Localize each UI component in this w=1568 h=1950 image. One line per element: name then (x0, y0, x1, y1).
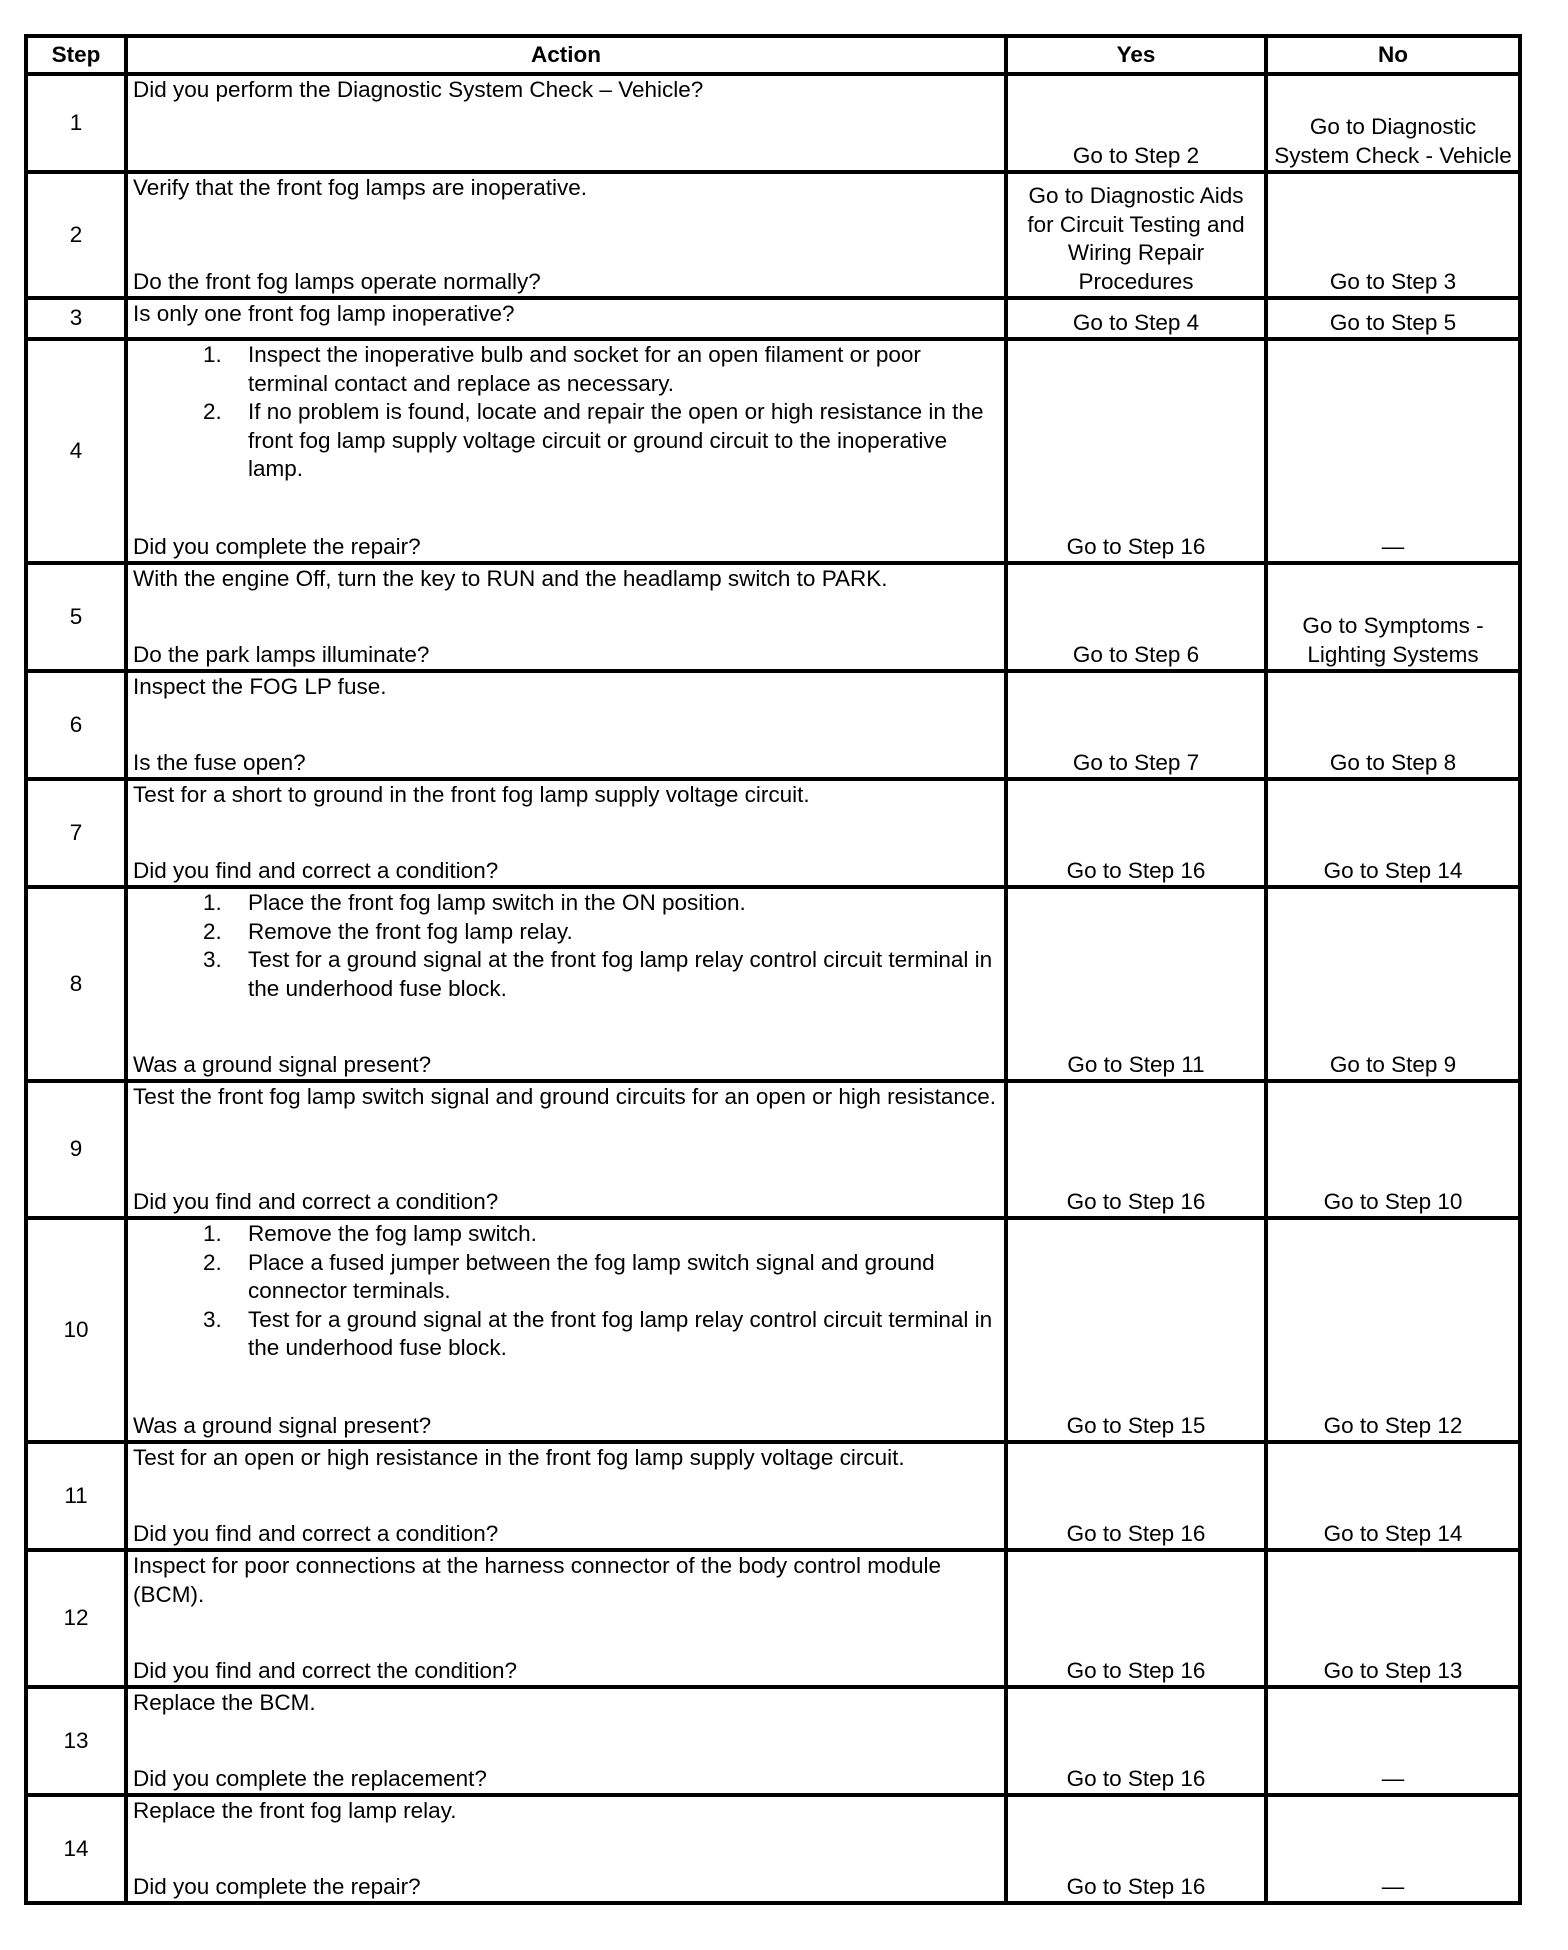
action-cell (126, 887, 1006, 1081)
action-text: Did you perform the Diagnostic System Check – Vehicle? (133, 77, 704, 102)
substep-item: 1. Inspect the inoperative bulb and socket for an open filament or poor terminal contact and replace as necessary. (228, 341, 999, 398)
yes-result: Go to Step 16 (1006, 1687, 1266, 1795)
table-row (26, 1218, 1520, 1442)
action-question: Did you find and correct a condition? (133, 1188, 499, 1214)
no-result: Go to Diagnostic System Check - Vehicle (1266, 74, 1520, 172)
action-cell (126, 172, 1006, 298)
header-action: Action (126, 36, 1006, 74)
substep-item: 1. Place the front fog lamp switch in the ON position. (228, 889, 999, 918)
step-number: 2 (26, 172, 126, 298)
no-result: Go to Step 12 (1266, 1218, 1520, 1442)
action-cell (126, 339, 1006, 563)
step-number: 11 (26, 1442, 126, 1550)
substep-item: 2. Remove the front fog lamp relay. (228, 918, 999, 947)
yes-result: Go to Step 15 (1006, 1218, 1266, 1442)
table-row (26, 1442, 1520, 1550)
no-result: Go to Step 13 (1266, 1550, 1520, 1687)
action-question: Did you complete the repair? (133, 533, 421, 559)
action-cell (126, 779, 1006, 887)
substep-item: 2. If no problem is found, locate and repair the open or high resistance in the front fog lamp supply voltage circuit or ground circuit to the inoperative lamp. (228, 398, 999, 484)
no-result: — (1266, 339, 1520, 563)
table-row (26, 1795, 1520, 1903)
yes-result: Go to Step 16 (1006, 1442, 1266, 1550)
yes-result: Go to Diagnostic Aids for Circuit Testing and Wiring Repair Procedures (1006, 172, 1266, 298)
table-row (26, 339, 1520, 563)
yes-result: Go to Step 2 (1006, 74, 1266, 172)
table-row (26, 1687, 1520, 1795)
action-question: Did you find and correct the condition? (133, 1657, 517, 1683)
action-cell (126, 1687, 1006, 1795)
action-cell (126, 298, 1006, 339)
step-number: 12 (26, 1550, 126, 1687)
action-question: Did you find and correct a condition? (133, 857, 499, 883)
action-text: Test for a short to ground in the front fog lamp supply voltage circuit. (133, 782, 810, 807)
action-text: Replace the front fog lamp relay. (133, 1798, 457, 1823)
no-result: Go to Step 8 (1266, 671, 1520, 779)
action-text: Verify that the front fog lamps are inoperative. (133, 175, 587, 200)
action-cell (126, 74, 1006, 172)
yes-result: Go to Step 16 (1006, 1795, 1266, 1903)
action-question: Do the park lamps illuminate? (133, 641, 430, 667)
substep-list (133, 1220, 999, 1363)
table-row (26, 298, 1520, 339)
no-result: — (1266, 1795, 1520, 1903)
action-cell (126, 1442, 1006, 1550)
step-number: 14 (26, 1795, 126, 1903)
action-question: Did you find and correct a condition? (133, 1520, 499, 1546)
step-number: 3 (26, 298, 126, 339)
step-number: 9 (26, 1081, 126, 1218)
action-text: Inspect the FOG LP fuse. (133, 674, 387, 699)
yes-result: Go to Step 4 (1006, 298, 1266, 339)
action-cell (126, 1795, 1006, 1903)
no-result: Go to Step 9 (1266, 887, 1520, 1081)
yes-result: Go to Step 11 (1006, 887, 1266, 1081)
yes-result: Go to Step 6 (1006, 563, 1266, 671)
yes-result: Go to Step 7 (1006, 671, 1266, 779)
substep-list (133, 341, 999, 484)
step-number: 10 (26, 1218, 126, 1442)
yes-result: Go to Step 16 (1006, 779, 1266, 887)
no-result: Go to Step 3 (1266, 172, 1520, 298)
no-result: Go to Symptoms - Lighting Systems (1266, 563, 1520, 671)
table-row (26, 172, 1520, 298)
step-number: 7 (26, 779, 126, 887)
substep-item: 3. Test for a ground signal at the front fog lamp relay control circuit terminal in the underhood fuse block. (228, 946, 999, 1003)
no-result: — (1266, 1687, 1520, 1795)
step-number: 13 (26, 1687, 126, 1795)
action-cell (126, 563, 1006, 671)
step-number: 4 (26, 339, 126, 563)
substep-item: 3. Test for a ground signal at the front fog lamp relay control circuit terminal in the underhood fuse block. (228, 1306, 999, 1363)
action-question: Did you complete the repair? (133, 1873, 421, 1899)
table-row (26, 671, 1520, 779)
table-row (26, 887, 1520, 1081)
yes-result: Go to Step 16 (1006, 339, 1266, 563)
no-result: Go to Step 14 (1266, 779, 1520, 887)
action-cell (126, 1550, 1006, 1687)
action-question: Did you complete the replacement? (133, 1765, 487, 1791)
action-cell (126, 1081, 1006, 1218)
action-text: Test for an open or high resistance in the front fog lamp supply voltage circuit. (133, 1445, 905, 1470)
action-text: With the engine Off, turn the key to RUN and the headlamp switch to PARK. (133, 566, 888, 591)
no-result: Go to Step 5 (1266, 298, 1520, 339)
action-question: Was a ground signal present? (133, 1051, 432, 1077)
table-row (26, 1550, 1520, 1687)
action-text: Test the front fog lamp switch signal and ground circuits for an open or high resistance. (133, 1084, 996, 1109)
action-text: Inspect for poor connections at the harness connector of the body control module (BCM). (133, 1553, 941, 1607)
table-row (26, 779, 1520, 887)
table-row (26, 1081, 1520, 1218)
step-number: 5 (26, 563, 126, 671)
action-text: Is only one front fog lamp inoperative? (133, 301, 515, 326)
substep-item: 1. Remove the fog lamp switch. (228, 1220, 999, 1249)
step-number: 1 (26, 74, 126, 172)
substep-item: 2. Place a fused jumper between the fog lamp switch signal and ground connector terminals. (228, 1249, 999, 1306)
header-yes: Yes (1006, 36, 1266, 74)
no-result: Go to Step 10 (1266, 1081, 1520, 1218)
header-step: Step (26, 36, 126, 74)
action-question: Was a ground signal present? (133, 1412, 432, 1438)
action-question: Do the front fog lamps operate normally? (133, 268, 541, 294)
no-result: Go to Step 14 (1266, 1442, 1520, 1550)
action-text: Replace the BCM. (133, 1690, 316, 1715)
action-cell (126, 1218, 1006, 1442)
header-no: No (1266, 36, 1520, 74)
table-row (26, 563, 1520, 671)
yes-result: Go to Step 16 (1006, 1550, 1266, 1687)
header-row (26, 36, 1520, 74)
table-row (26, 74, 1520, 172)
action-cell (126, 671, 1006, 779)
yes-result: Go to Step 16 (1006, 1081, 1266, 1218)
step-number: 6 (26, 671, 126, 779)
action-question: Is the fuse open? (133, 749, 306, 775)
diagnostic-table (24, 34, 1522, 1905)
step-number: 8 (26, 887, 126, 1081)
substep-list (133, 889, 999, 1003)
